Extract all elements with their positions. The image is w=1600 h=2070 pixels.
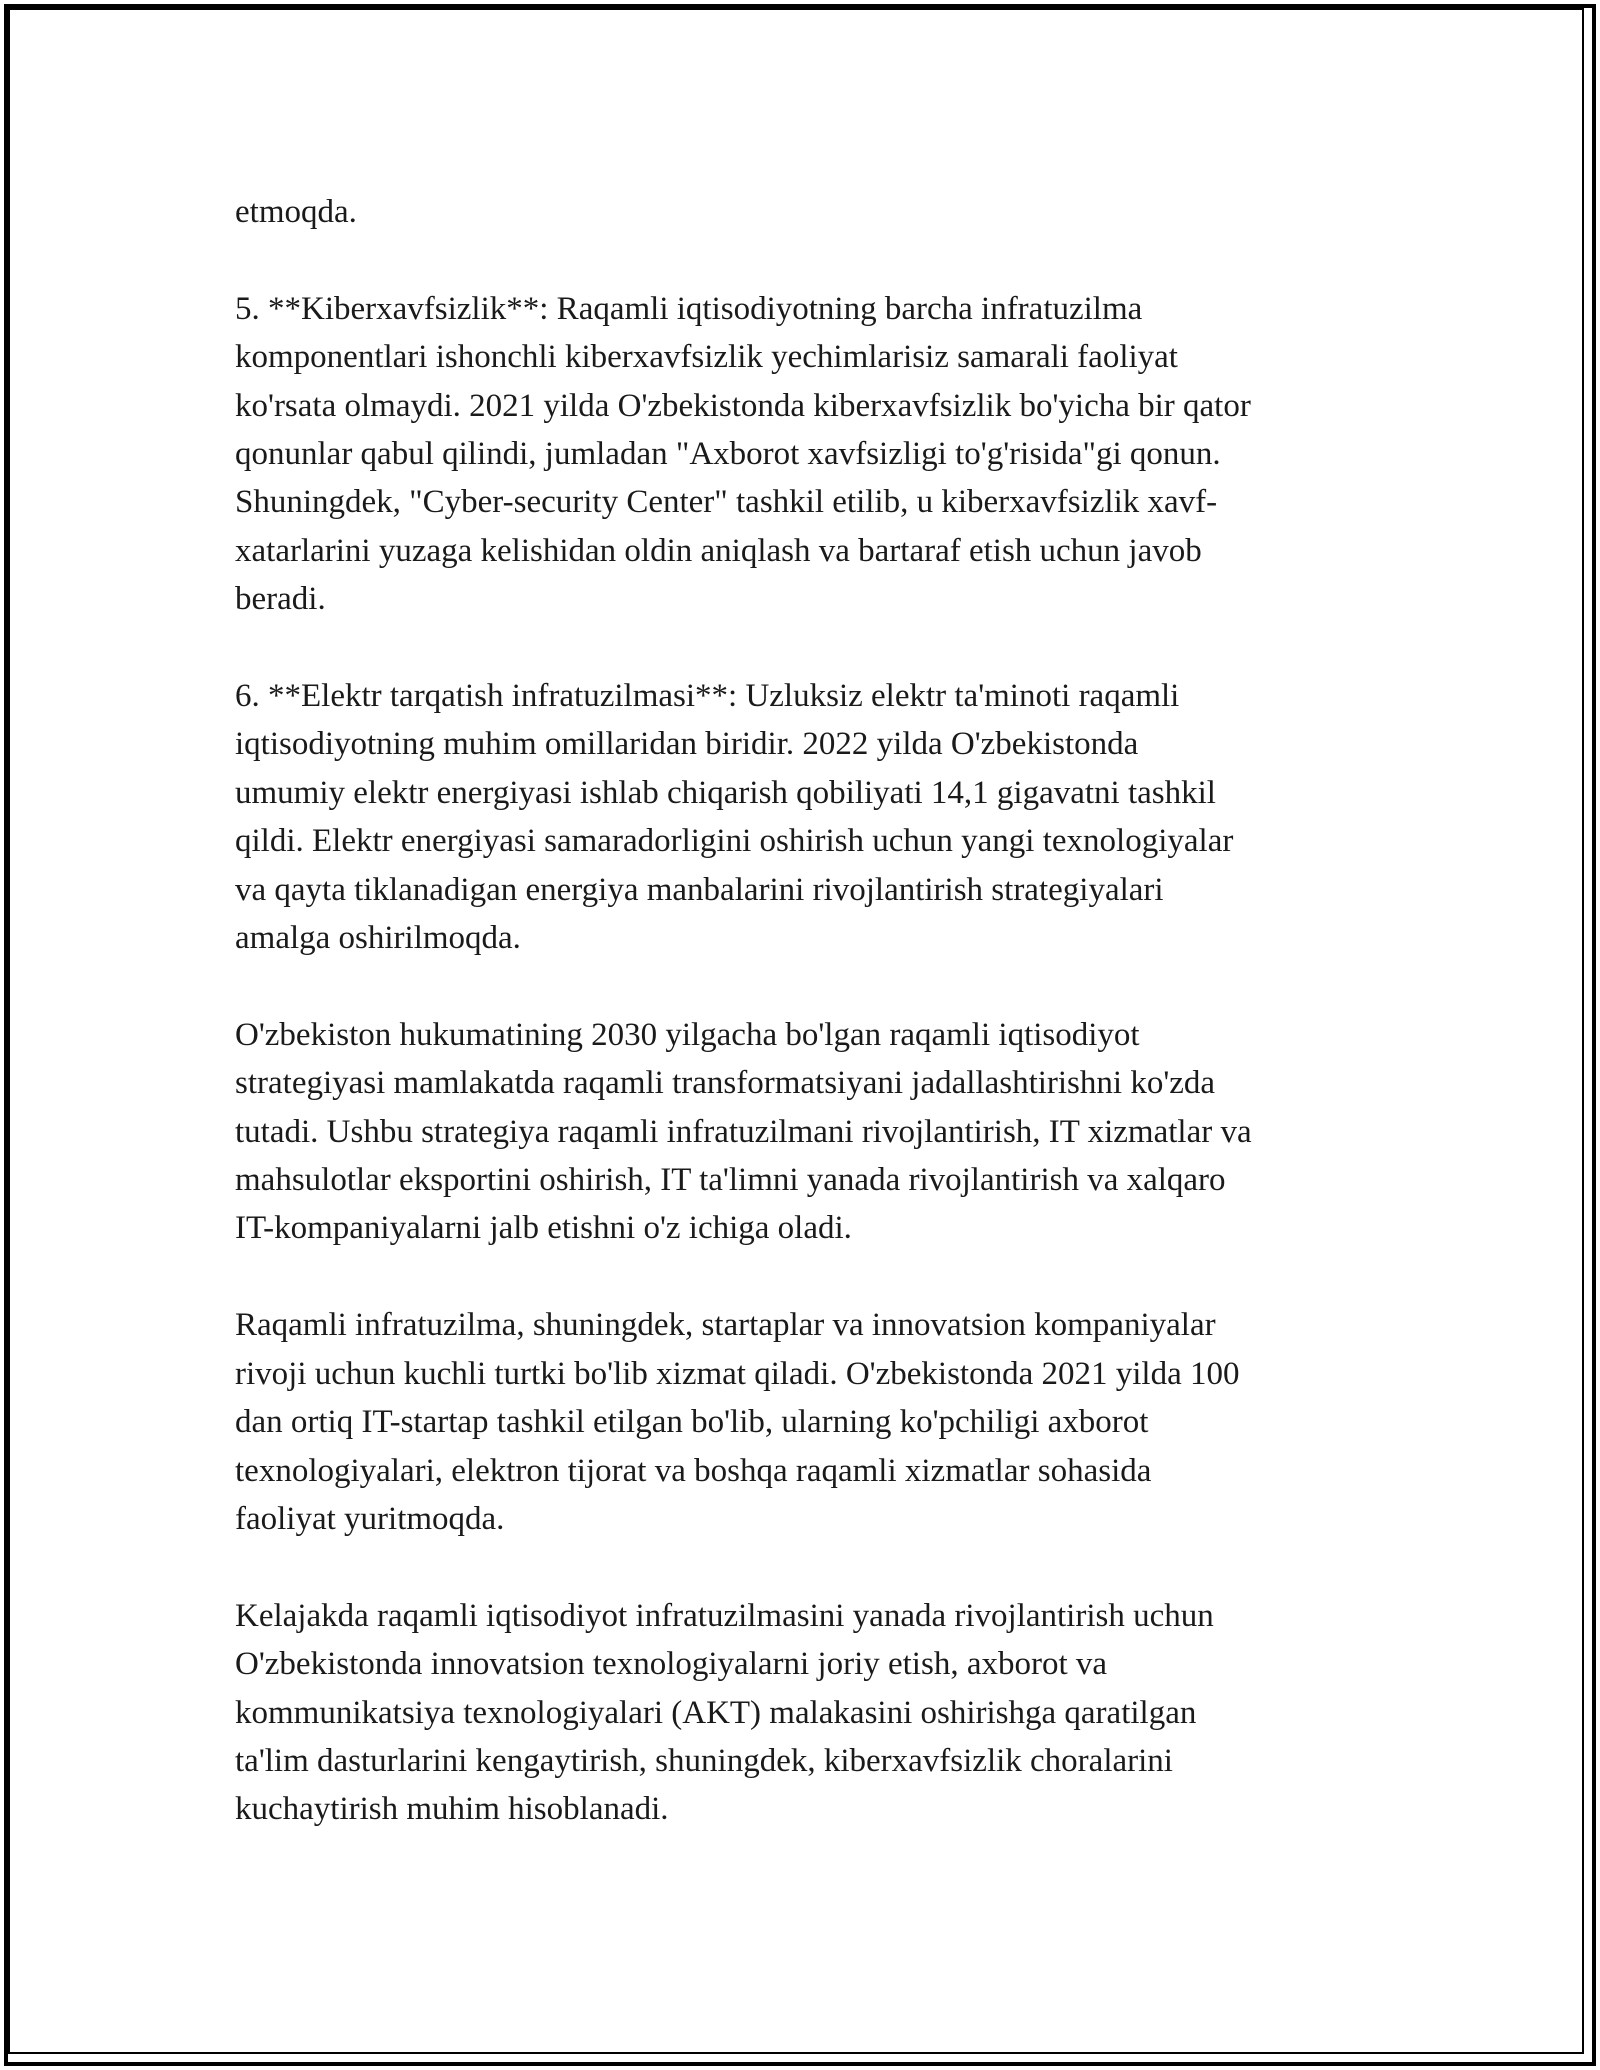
paragraph-strategy-2030: O'zbekiston hukumatining 2030 yilgacha bo'lgan raqamli iqtisodiyot strategiyasi mamlakatda raqamli transformatsiyani jadallashtirishni ko'zda tutadi. Ushbu strategiya raqamli infratuzilmani rivojlantirish, IT xizmatlar va mahsulotlar eksportini oshirish, IT ta'limni yanada rivojlantirish va xalqaro IT-kompaniyalarni jalb etishni o'z ichiga oladi. xyxy=(235,1016,1252,1247)
paragraph-startups: Raqamli infratuzilma, shuningdek, startaplar va innovatsion kompaniyalar rivoji uchun kuchli turtki bo'lib xizmat qiladi. O'zbekistonda 2021 yilda 100 dan ortiq IT-startap tashkil etilgan bo'lib, ularning ko'pchiligi axborot texnologiyalari, elektron tijorat va boshqa raqamli xizmatlar sohasida faoliyat yuritmoqda. xyxy=(235,1307,1240,1537)
paragraph-continuation: etmoqda. xyxy=(235,194,357,230)
paragraph-electric-infrastructure: 6. **Elektr tarqatish infratuzilmasi**: Uzluksiz elektr ta'minoti raqamli iqtisodiyotning muhim omillaridan biridir. 2022 yilda O'zbekistonda umumiy elektr energiyasi ishlab chiqarish qobiliyati 14,1 gigavatni tashkil qildi. Elektr energiyasi samaradorligini oshirish uchun yangi texnologiyalar va qayta tiklanadigan energiya manbalarini rivojlantirish strategiyalari amalga oshirilmoqda. xyxy=(235,678,1234,957)
document-body xyxy=(235,188,1385,1882)
paragraph-future: Kelajakda raqamli iqtisodiyot infratuzilmasini yanada rivojlantirish uchun O'zbekistonda innovatsion texnologiyalarni joriy etish, axborot va kommunikatsiya texnologiyalari (AKT) malakasini oshirishga qaratilgan ta'lim dasturlarini kengaytirish, shuningdek, kiberxavfsizlik choralarini kuchaytirish muhim hisoblanadi. xyxy=(235,1597,1214,1828)
paragraph-cybersecurity: 5. **Kiberxavfsizlik**: Raqamli iqtisodiyotning barcha infratuzilma komponentlari ishonchli kiberxavfsizlik yechimlarisiz samarali faoliyat ko'rsata olmaydi. 2021 yilda O'zbekistonda kiberxavfsizlik bo'yicha bir qator qonunlar qabul qilindi, jumladan "Axborot xavfsizligi to'g'risida"gi qonun. Shuningdek, "Cyber-security Center" tashkil etilib, u kiberxavfsizlik xavf- xatarlarini yuzaga kelishidan oldin aniqlash va bartaraf etish uchun javob beradi. xyxy=(235,290,1251,618)
